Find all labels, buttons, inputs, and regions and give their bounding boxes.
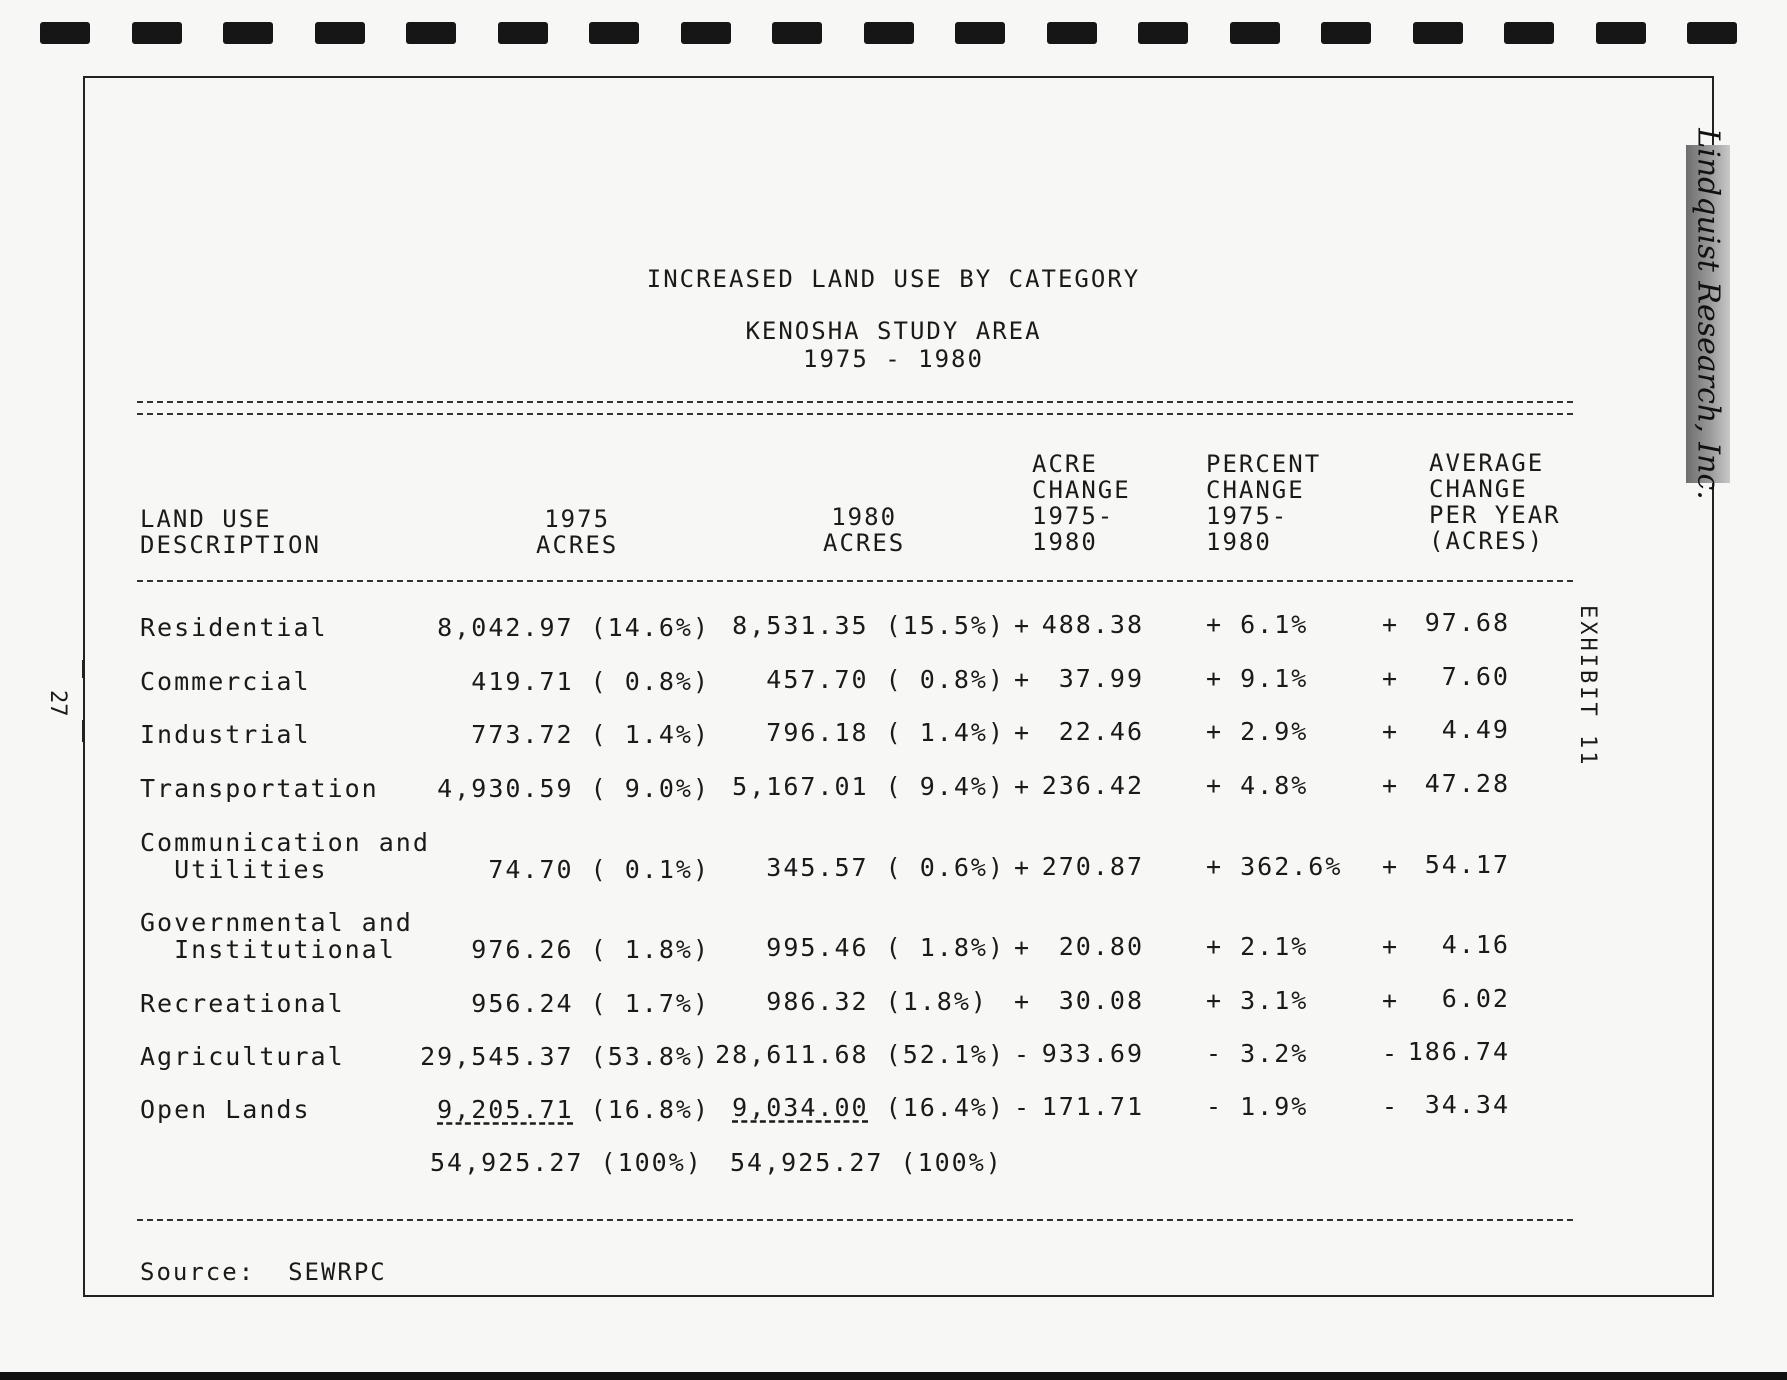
percent-change: + 2.1% [1206, 932, 1309, 961]
acres-1980: 995.46 ( 1.8%) [766, 933, 1005, 962]
description-line: Residential [140, 613, 328, 642]
header-acre-change: ACRE CHANGE 1975- 1980 [1032, 450, 1131, 556]
page-number: 27 [45, 690, 70, 717]
average-change-sign: + [1382, 852, 1400, 881]
page-tick-mark [82, 720, 84, 742]
acres-1980: 796.18 ( 1.4%) [766, 718, 1005, 747]
year-range: 1975 - 1980 [803, 344, 984, 373]
land-use-description [140, 1043, 345, 1070]
percent-change: - 3.2% [1206, 1039, 1309, 1068]
total-1975: 54,925.27 (100%) [430, 1148, 703, 1177]
acres-1975: 8,042.97 (14.6%) [437, 613, 710, 642]
acre-change-value: 270.87 [1041, 852, 1144, 881]
perforation-hole [1413, 22, 1463, 44]
land-use-description [140, 909, 413, 963]
acre-change-sign: + [1014, 933, 1032, 962]
description-line: Communication and [140, 828, 430, 857]
acres-1975-percent: (16.8%) [590, 1095, 710, 1124]
bottom-edge [0, 1372, 1787, 1380]
percent-change: - 1.9% [1206, 1092, 1309, 1121]
footer-rule [137, 1219, 1573, 1221]
average-change-value: 186.74 [1407, 1037, 1510, 1066]
header-1980-acres: 1980 ACRES [823, 503, 906, 557]
study-area: KENOSHA STUDY AREA [745, 317, 1042, 345]
description-line: Open Lands [140, 1095, 311, 1124]
average-change-sign: + [1382, 771, 1400, 800]
acres-1975: 419.71 ( 0.8%) [471, 667, 710, 696]
acre-change-sign: + [1014, 987, 1032, 1016]
perforation-hole [315, 22, 365, 44]
average-change-sign: + [1382, 932, 1400, 961]
average-change-sign: + [1382, 986, 1400, 1015]
acres-1980: 8,531.35 (15.5%) [732, 611, 1005, 640]
acre-change-sign: + [1014, 611, 1032, 640]
acre-change-value: 171.71 [1041, 1092, 1144, 1121]
land-use-description [140, 990, 345, 1017]
land-use-description [140, 668, 311, 695]
perforation-hole [1138, 22, 1188, 44]
table-subtitle [0, 318, 1787, 373]
acres-1975: 74.70 ( 0.1%) [488, 855, 710, 884]
average-change-value: 54.17 [1424, 850, 1510, 879]
perforation-hole [1687, 22, 1737, 44]
perforation-strip [40, 22, 1750, 46]
acres-1980: 5,167.01 ( 9.4%) [732, 772, 1005, 801]
land-use-description [140, 1096, 311, 1123]
perforation-hole [498, 22, 548, 44]
average-change-value: 4.49 [1441, 715, 1510, 744]
perforation-hole [1047, 22, 1097, 44]
average-change-value: 4.16 [1441, 930, 1510, 959]
description-line: Transportation [140, 774, 379, 803]
perforation-hole [681, 22, 731, 44]
acres-1980: 28,611.68 (52.1%) [715, 1040, 1005, 1069]
acres-1980: 457.70 ( 0.8%) [766, 665, 1005, 694]
acre-change-sign: + [1014, 772, 1032, 801]
percent-change: + 4.8% [1206, 771, 1309, 800]
acre-change-value: 30.08 [1058, 986, 1144, 1015]
perforation-hole [1321, 22, 1371, 44]
average-change-sign: + [1382, 664, 1400, 693]
acre-change-value: 488.38 [1041, 610, 1144, 639]
table-title: INCREASED LAND USE BY CATEGORY [646, 265, 1141, 293]
land-use-description [140, 721, 311, 748]
source-value: SEWRPC [288, 1258, 387, 1286]
header-double-rule [137, 401, 1573, 415]
total-1980: 54,925.27 (100%) [730, 1148, 1003, 1177]
average-change-value: 7.60 [1441, 662, 1510, 691]
percent-change: + 9.1% [1206, 664, 1309, 693]
exhibit-label: EXHIBIT 11 [1575, 605, 1600, 768]
header-percent-change: PERCENT CHANGE 1975- 1980 [1206, 450, 1322, 556]
percent-change: + 362.6% [1206, 852, 1343, 881]
acres-1980 [690, 1094, 1005, 1121]
average-change-sign: + [1382, 610, 1400, 639]
description-line: Institutional [140, 935, 396, 964]
acres-1975 [380, 1096, 710, 1123]
average-change-value: 47.28 [1424, 769, 1510, 798]
acre-change-sign: + [1014, 665, 1032, 694]
perforation-hole [1230, 22, 1280, 44]
description-line: Industrial [140, 720, 311, 749]
acres-1980: 345.57 ( 0.6%) [766, 853, 1005, 882]
perforation-hole [40, 22, 90, 44]
acre-change-value: 22.46 [1058, 717, 1144, 746]
acre-change-value: 37.99 [1058, 664, 1144, 693]
percent-change: + 6.1% [1206, 610, 1309, 639]
description-line: Governmental and [140, 908, 413, 937]
description-line: Recreational [140, 989, 345, 1018]
average-change-value: 97.68 [1424, 608, 1510, 637]
acres-1980-percent: (16.4%) [885, 1093, 1005, 1122]
perforation-hole [589, 22, 639, 44]
acres-1975: 4,930.59 ( 9.0%) [437, 774, 710, 803]
acre-change-sign: + [1014, 718, 1032, 747]
page-tick-mark [82, 660, 84, 678]
acre-change-sign: + [1014, 853, 1032, 882]
header-1975-acres: 1975 ACRES [536, 505, 619, 559]
description-line: Commercial [140, 667, 311, 696]
acre-change-sign: - [1014, 1093, 1032, 1122]
average-change-sign: + [1382, 717, 1400, 746]
perforation-hole [955, 22, 1005, 44]
acres-1975: 773.72 ( 1.4%) [471, 720, 710, 749]
perforation-hole [223, 22, 273, 44]
average-change-sign: - [1382, 1039, 1400, 1068]
average-change-value: 6.02 [1441, 984, 1510, 1013]
average-change-sign: - [1382, 1092, 1400, 1121]
perforation-hole [772, 22, 822, 44]
land-use-description [140, 614, 328, 641]
description-line: Agricultural [140, 1042, 345, 1071]
acres-1975: 956.24 ( 1.7%) [471, 989, 710, 1018]
acre-change-value: 933.69 [1041, 1039, 1144, 1068]
acre-change-sign: - [1014, 1040, 1032, 1069]
acres-1980: 986.32 (1.8%) [766, 987, 1005, 1016]
percent-change: + 2.9% [1206, 717, 1309, 746]
perforation-hole [406, 22, 456, 44]
average-change-value: 34.34 [1424, 1090, 1510, 1119]
description-line: Utilities [140, 855, 328, 884]
side-tab-label: Lindquist Research, Inc. [1690, 128, 1726, 500]
source-label: Source: [140, 1258, 256, 1286]
side-tab [1686, 128, 1730, 500]
header-rule [137, 580, 1573, 582]
acre-change-value: 236.42 [1041, 771, 1144, 800]
acres-1975: 976.26 ( 1.8%) [471, 935, 710, 964]
perforation-hole [132, 22, 182, 44]
perforation-hole [1504, 22, 1554, 44]
perforation-hole [864, 22, 914, 44]
land-use-description [140, 775, 379, 802]
perforation-hole [1596, 22, 1646, 44]
acres-1975: 29,545.37 (53.8%) [420, 1042, 710, 1071]
percent-change: + 3.1% [1206, 986, 1309, 1015]
header-land-use: LAND USE DESCRIPTION [140, 505, 321, 559]
source-note [140, 1258, 387, 1286]
header-average-change: AVERAGE CHANGE PER YEAR (ACRES) [1429, 449, 1561, 555]
acre-change-value: 20.80 [1058, 932, 1144, 961]
acres-1980-value: 9,034.00 [732, 1093, 869, 1122]
acres-1975-value: 9,205.71 [437, 1095, 574, 1124]
